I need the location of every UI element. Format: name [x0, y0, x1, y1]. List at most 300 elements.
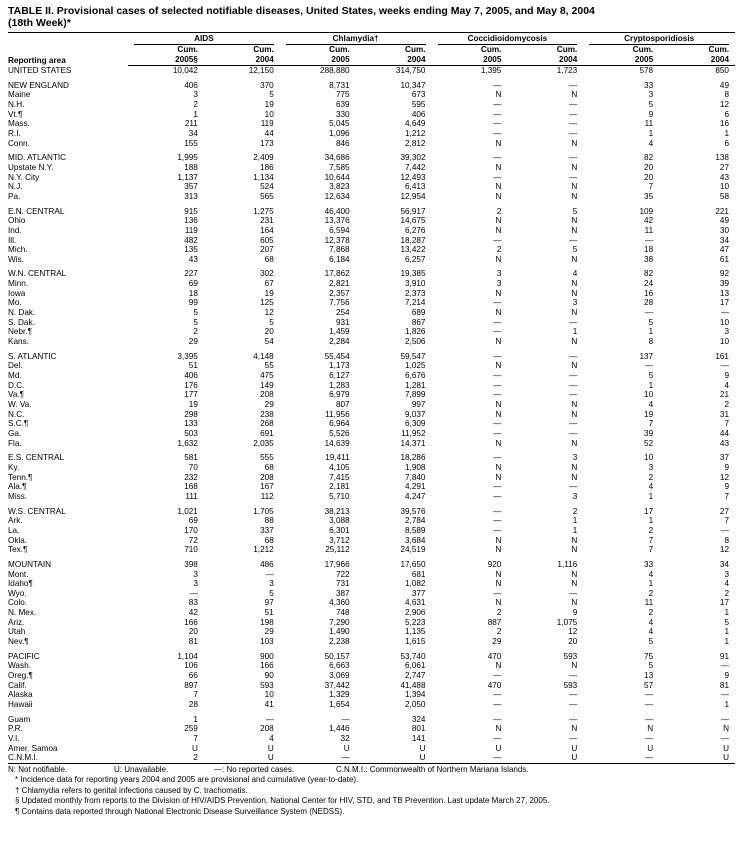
table-row	[8, 139, 735, 149]
value-cell: 39,302	[400, 153, 426, 163]
value-cell: 7	[648, 419, 654, 429]
reporting-area-cell: Md.	[8, 371, 22, 381]
value-cell: 46,400	[324, 206, 350, 216]
value-cell: 20	[264, 327, 274, 337]
value-cell: 1,395	[480, 66, 502, 75]
value-cell: N	[571, 337, 578, 347]
table-row	[8, 589, 735, 599]
value-cell: 4,631	[405, 598, 426, 608]
value-cell: —	[493, 700, 502, 710]
table-row	[8, 245, 735, 255]
group-header-cryptosporidiosis: Cryptosporidiosis	[583, 33, 735, 46]
value-cell: N	[495, 308, 502, 318]
value-cell: —	[720, 525, 729, 535]
reporting-area-cell: Guam	[8, 714, 31, 724]
value-cell: 5,223	[405, 617, 426, 627]
reporting-area-cell: R.I.	[8, 128, 21, 138]
value-cell: 112	[260, 491, 274, 501]
value-cell: 524	[260, 182, 274, 192]
value-cell: N	[495, 409, 502, 419]
value-cell: 20	[188, 627, 198, 637]
value-cell: 33	[644, 80, 654, 90]
value-cell: N	[571, 569, 578, 579]
table-row	[8, 618, 735, 628]
value-cell: 81	[719, 680, 729, 690]
table-row	[8, 192, 735, 202]
value-cell: 4,247	[405, 491, 426, 501]
value-cell: 5,710	[329, 491, 350, 501]
value-cell: U	[647, 743, 654, 753]
footnote: ¶ Contains data reported through National Electronic Disease Surveillance System (NEDSS).	[15, 806, 345, 816]
value-cell: 357	[184, 182, 198, 192]
reporting-area-cell: Ind.	[8, 225, 22, 235]
value-cell: 691	[260, 428, 274, 438]
value-cell: 149	[260, 380, 274, 390]
value-cell: 254	[335, 308, 350, 318]
value-cell: N	[495, 569, 502, 579]
value-cell: 7	[648, 545, 654, 555]
value-cell: 931	[335, 317, 350, 327]
value-cell: 12,954	[400, 191, 426, 201]
value-cell: U	[419, 743, 426, 753]
value-cell: 1,137	[177, 172, 198, 182]
value-cell: 581	[184, 453, 198, 463]
table-row	[8, 507, 735, 517]
value-cell: 2,784	[405, 516, 426, 526]
value-cell: 12	[264, 308, 274, 318]
value-cell: N	[495, 472, 502, 482]
value-cell: —	[583, 753, 659, 763]
reporting-area-cell: MOUNTAIN	[8, 559, 52, 569]
value-cell: 7,585	[329, 162, 350, 172]
value-cell: 3	[572, 298, 578, 308]
reporting-area-cell: Wyo.	[8, 588, 27, 598]
value-cell: 70	[188, 462, 198, 472]
value-cell: N	[571, 288, 578, 298]
value-cell: 1,082	[405, 579, 426, 589]
value-cell: 11	[644, 119, 654, 129]
value-cell: N	[571, 724, 578, 734]
value-cell: 2	[648, 525, 654, 535]
value-cell: —	[432, 753, 508, 763]
value-cell: 7	[648, 182, 654, 192]
value-cell: 406	[184, 80, 198, 90]
value-cell: —	[493, 734, 502, 743]
value-cell: 1	[193, 714, 198, 724]
table-row	[8, 318, 735, 328]
value-cell: 19,411	[325, 453, 350, 463]
legend-not-notifiable: N: Not notifiable.	[8, 764, 68, 774]
value-cell: 5	[193, 308, 198, 318]
col-header-year: 2005§	[128, 55, 204, 66]
table-row	[8, 81, 735, 91]
reporting-area-cell: Ariz.	[8, 617, 25, 627]
value-cell: 897	[184, 680, 198, 690]
value-cell: 5	[269, 317, 274, 327]
reporting-area-cell: Utah	[8, 627, 26, 637]
value-cell: 14,675	[400, 216, 426, 226]
value-cell: 11	[644, 598, 654, 608]
title-line-2: (18th Week)*	[8, 17, 71, 29]
value-cell: 211	[184, 119, 198, 129]
value-cell: —	[493, 419, 502, 429]
value-cell: 231	[260, 216, 274, 226]
table-row	[8, 361, 735, 371]
value-cell: 4,360	[329, 598, 350, 608]
table-row	[8, 173, 735, 183]
table-row	[8, 482, 735, 492]
value-cell: 92	[719, 269, 729, 279]
reporting-area-cell: Idaho¶	[8, 579, 33, 589]
value-cell: —	[569, 482, 578, 492]
table-row	[8, 744, 735, 754]
value-cell: 51	[264, 608, 274, 618]
value-cell: 9	[572, 608, 578, 618]
value-cell: 1,275	[253, 206, 274, 216]
reporting-area-cell: Ill.	[8, 235, 17, 245]
value-cell: 34	[188, 128, 198, 138]
value-cell: 18,287	[400, 235, 426, 245]
value-cell: 4	[648, 138, 654, 148]
value-cell: 6,594	[329, 225, 350, 235]
value-cell: 161	[715, 351, 729, 361]
value-cell: N	[571, 138, 578, 148]
reporting-area-cell: W. Va.	[8, 400, 32, 409]
value-cell: 82	[644, 153, 654, 163]
value-cell: N	[571, 472, 578, 482]
value-cell: 1	[724, 608, 729, 618]
value-cell: 7	[724, 419, 729, 429]
reporting-area-cell: Colo.	[8, 598, 28, 608]
value-cell: —	[569, 99, 578, 109]
value-cell: 7	[193, 690, 198, 700]
legend-cnmi: C.N.M.I.: Commonwealth of Northern Mariana Islands.	[336, 764, 529, 774]
value-cell: 2	[193, 327, 198, 337]
value-cell: N	[571, 308, 578, 318]
group-header-coccidioidomycosis: Coccidioidomycosis	[432, 33, 584, 46]
table-row	[8, 560, 735, 570]
value-cell: —	[569, 419, 578, 429]
col-header-cum: Cum.	[556, 45, 578, 54]
value-cell: 578	[639, 66, 654, 75]
value-cell: 3	[269, 579, 274, 589]
value-cell: 227	[184, 269, 198, 279]
value-cell: —	[569, 700, 578, 710]
value-cell: —	[341, 714, 350, 724]
reporting-area-cell: N.Y. City	[8, 172, 40, 182]
col-header-year: 2004	[507, 55, 583, 66]
value-cell: 2,238	[329, 637, 350, 647]
value-cell: 11,952	[401, 428, 426, 438]
value-cell: 565	[260, 191, 274, 201]
value-cell: 68	[264, 535, 274, 545]
value-cell: N	[495, 162, 502, 172]
value-cell: 6,676	[405, 371, 426, 381]
value-cell: 801	[411, 724, 426, 734]
value-cell: 27	[719, 162, 729, 172]
value-cell: 141	[411, 734, 426, 743]
reporting-area-cell: V.I.	[8, 734, 20, 743]
value-cell: 109	[639, 206, 654, 216]
value-cell: 324	[411, 714, 426, 724]
value-cell: —	[569, 109, 578, 119]
value-cell: —	[569, 734, 578, 743]
value-cell: 31	[719, 409, 729, 419]
value-cell: 1,212	[405, 128, 426, 138]
value-cell: 16	[644, 288, 654, 298]
table-row	[8, 337, 735, 347]
value-cell: —	[569, 172, 578, 182]
value-cell: 90	[264, 671, 274, 681]
value-cell: 1,490	[329, 627, 350, 637]
value-cell: N	[723, 724, 729, 734]
value-cell: 314,750	[395, 66, 426, 75]
value-cell: 7,442	[405, 162, 426, 172]
value-cell: —	[493, 172, 502, 182]
value-cell: —	[644, 308, 654, 318]
value-cell: 82	[644, 269, 654, 279]
table-row	[8, 226, 735, 236]
value-cell: 12	[719, 472, 729, 482]
value-cell: 6	[724, 138, 729, 148]
value-cell: 4	[724, 579, 729, 589]
value-cell: 2	[496, 245, 502, 255]
reporting-area-cell: N. Dak.	[8, 308, 36, 318]
value-cell: U	[659, 753, 735, 763]
value-cell: 35	[644, 191, 654, 201]
table-row	[8, 352, 735, 362]
value-cell: 12	[719, 545, 729, 555]
value-cell: 12,634	[324, 191, 350, 201]
value-cell: 4	[648, 482, 654, 492]
value-cell: 34	[719, 235, 729, 245]
value-cell: 138	[715, 153, 729, 163]
value-cell: 593	[260, 680, 274, 690]
value-cell: 2,050	[405, 700, 426, 710]
reporting-area-cell: Nebr.¶	[8, 327, 32, 337]
value-cell: N	[571, 361, 578, 371]
table-row	[8, 536, 735, 546]
reporting-area-cell: Tenn.¶	[8, 472, 33, 482]
reporting-area-cell: La.	[8, 525, 20, 535]
legend-line	[8, 765, 736, 775]
value-cell: 207	[260, 245, 274, 255]
value-cell: 1,826	[405, 327, 426, 337]
value-cell: 56,917	[400, 206, 426, 216]
value-cell: 748	[335, 608, 350, 618]
value-cell: 4	[648, 569, 654, 579]
col-header-cum: Cum.	[177, 45, 198, 54]
value-cell: 13	[644, 671, 654, 681]
value-cell: —	[493, 128, 502, 138]
value-cell: 68	[264, 462, 274, 472]
table-page	[8, 0, 736, 817]
value-cell: 54	[264, 337, 274, 347]
value-cell: 167	[260, 482, 274, 492]
value-cell: 1,021	[177, 506, 198, 516]
footnote: † Chlamydia refers to genital infections caused by C. trachomatis.	[15, 785, 248, 795]
value-cell: 238	[260, 409, 274, 419]
value-cell: 486	[260, 559, 274, 569]
value-cell: 1	[724, 627, 729, 637]
reporting-area-cell: E.N. CENTRAL	[8, 206, 65, 216]
value-cell: 867	[411, 317, 426, 327]
value-cell: 1	[572, 327, 578, 337]
reporting-area-cell: Ala.¶	[8, 482, 27, 492]
value-cell: 12	[719, 99, 729, 109]
value-cell: 33	[644, 559, 654, 569]
value-cell: N	[495, 724, 502, 734]
reporting-area-cell: Ark.	[8, 516, 23, 526]
value-cell: 387	[335, 588, 350, 598]
value-cell: N	[495, 438, 502, 448]
reporting-area-cell: Va.¶	[8, 390, 25, 400]
value-cell: —	[720, 714, 729, 724]
value-cell: 2,035	[253, 438, 274, 448]
value-cell: 1,096	[329, 128, 350, 138]
value-cell: N	[571, 225, 578, 235]
value-cell: 3	[572, 491, 578, 501]
value-cell: 111	[185, 491, 198, 501]
value-cell: 166	[184, 617, 198, 627]
value-cell: —	[493, 428, 502, 438]
table-row	[8, 579, 735, 589]
table-row	[8, 371, 735, 381]
value-cell: —	[493, 153, 502, 163]
value-cell: 1,632	[177, 438, 198, 448]
value-cell: 7,899	[405, 390, 426, 400]
value-cell: 17	[719, 598, 729, 608]
table-row	[8, 439, 735, 449]
value-cell: —	[493, 516, 502, 526]
table-row	[8, 671, 735, 681]
reporting-area-cell: Wis.	[8, 254, 24, 264]
value-cell: 9	[648, 109, 654, 119]
value-cell: —	[644, 361, 654, 371]
value-cell: 106	[184, 661, 198, 671]
value-cell: —	[720, 361, 729, 371]
value-cell: 97	[264, 598, 274, 608]
value-cell: 1,134	[253, 172, 274, 182]
value-cell: 99	[188, 298, 198, 308]
reporting-area-cell: S. Dak.	[8, 317, 35, 327]
table-row	[8, 627, 735, 637]
value-cell: 39	[644, 428, 654, 438]
value-cell: 5,045	[329, 119, 350, 129]
value-cell: 398	[184, 559, 198, 569]
value-cell: —	[569, 317, 578, 327]
value-cell: —	[493, 327, 502, 337]
value-cell: 7	[724, 516, 729, 526]
value-cell: 470	[487, 680, 502, 690]
value-cell: 3	[572, 453, 578, 463]
value-cell: N	[495, 400, 502, 409]
value-cell: 3	[648, 462, 654, 472]
table-row	[8, 119, 735, 129]
value-cell: —	[493, 371, 502, 381]
value-cell: 208	[260, 724, 274, 734]
value-cell: 1	[648, 579, 654, 589]
value-cell: 6,663	[329, 661, 350, 671]
value-cell: 4	[724, 380, 729, 390]
value-cell: 9,037	[405, 409, 426, 419]
value-cell: 188	[184, 162, 198, 172]
value-cell: 2	[648, 608, 654, 618]
value-cell: 168	[184, 482, 198, 492]
value-cell: 10	[719, 182, 729, 192]
value-cell: 13,376	[324, 216, 350, 226]
value-cell: 10	[719, 337, 729, 347]
col-header-cum: Cum.	[329, 45, 350, 54]
value-cell: 4	[572, 269, 578, 279]
reporting-area-cell: E.S. CENTRAL	[8, 453, 64, 463]
value-cell: —	[493, 690, 502, 700]
value-cell: —	[644, 714, 654, 724]
table-row	[8, 182, 735, 192]
value-cell: 4	[648, 400, 654, 409]
reporting-area-cell: Iowa	[8, 288, 26, 298]
value-cell: 42	[644, 216, 654, 226]
table-row	[8, 327, 735, 337]
reporting-area-cell: Hawaii	[8, 700, 33, 710]
value-cell: N	[495, 288, 502, 298]
table-row	[8, 661, 735, 671]
table-row	[8, 545, 735, 555]
value-cell: 20	[644, 172, 654, 182]
value-cell: 846	[335, 138, 350, 148]
reporting-area-cell: MID. ATLANTIC	[8, 153, 67, 163]
footnote: § Updated monthly from reports to the Division of HIV/AIDS Prevention, National Center for HIV, STD, and TB Prevention. Last update March 27, 2005.	[15, 796, 550, 806]
value-cell: 406	[411, 109, 426, 119]
value-cell: 1,394	[405, 690, 426, 700]
value-cell: 29	[264, 627, 274, 637]
value-cell: 221	[715, 206, 729, 216]
reporting-area-cell: Kans.	[8, 337, 29, 347]
header-blank	[8, 33, 128, 46]
table-row	[8, 298, 735, 308]
value-cell: —	[493, 235, 502, 245]
value-cell: N	[495, 182, 502, 192]
value-cell: 43	[188, 254, 198, 264]
value-cell: U	[571, 743, 578, 753]
value-cell: N	[571, 400, 578, 409]
value-cell: 10,042	[172, 66, 198, 75]
value-cell: 57	[644, 680, 654, 690]
reporting-area-header: Reporting area	[8, 56, 66, 65]
value-cell: 377	[411, 588, 426, 598]
reporting-area-cell: Ohio	[8, 216, 26, 226]
value-cell: 900	[260, 651, 274, 661]
value-cell: 16	[719, 119, 729, 129]
value-cell: 133	[184, 419, 198, 429]
value-cell: 1	[648, 491, 654, 501]
value-cell: 337	[260, 525, 274, 535]
value-cell: 11	[644, 225, 654, 235]
value-cell: N	[495, 661, 502, 671]
value-cell: U	[507, 753, 583, 763]
value-cell: 1	[572, 516, 578, 526]
value-cell: 3,684	[405, 535, 426, 545]
reporting-area-cell: Amer. Samoa	[8, 743, 58, 753]
value-cell: 52	[644, 438, 654, 448]
value-cell: 2	[648, 472, 654, 482]
value-cell: 9	[724, 671, 729, 681]
reporting-area-cell: PACIFIC	[8, 651, 40, 661]
value-cell: 2	[724, 400, 729, 409]
value-cell: 1,908	[405, 462, 426, 472]
value-cell: 1	[724, 637, 729, 647]
value-cell: 41,488	[400, 680, 426, 690]
